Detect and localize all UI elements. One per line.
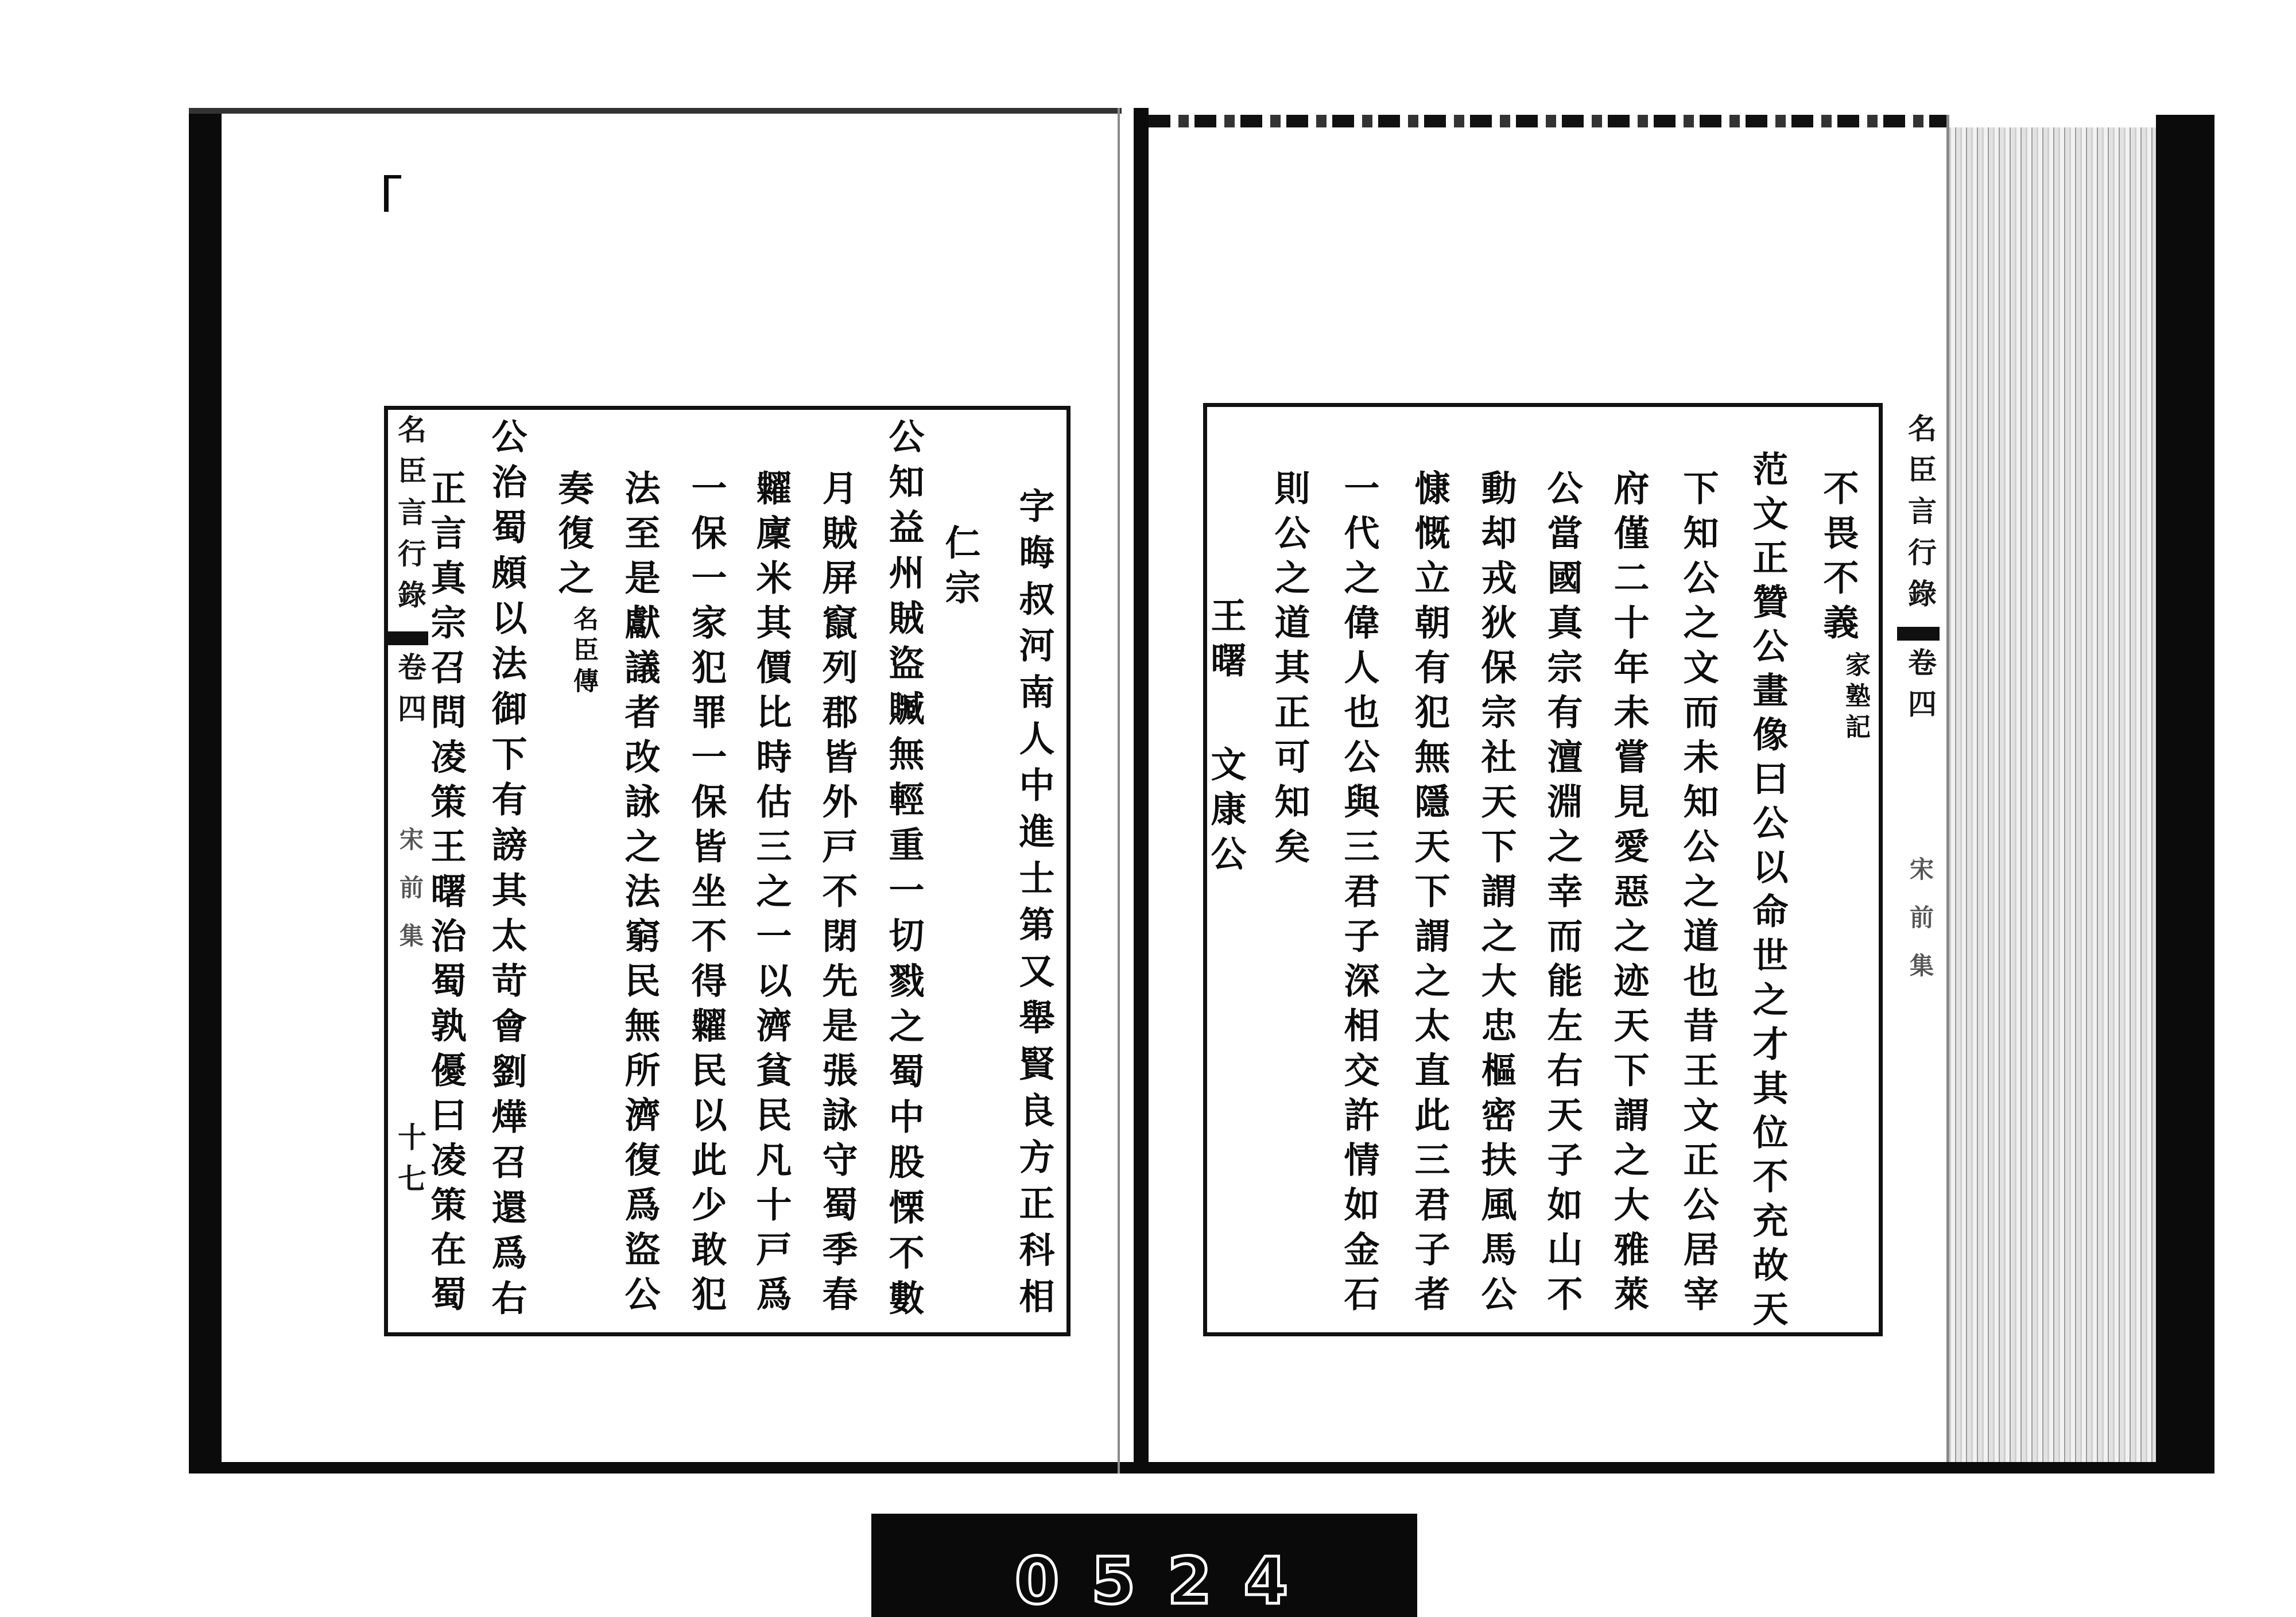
right-heading: 不畏不義 bbox=[1817, 470, 1859, 649]
left-text-column: 仁宗 bbox=[939, 524, 981, 614]
right-scan-border bbox=[2156, 115, 2214, 1473]
left-band-fishtail bbox=[388, 631, 428, 645]
left-band-top-bracket bbox=[384, 175, 389, 212]
left-text-column: 糶廩米其價比時估三之一以濟貧民凡十戸爲 bbox=[750, 470, 792, 1320]
archive-number-label bbox=[871, 1514, 1417, 1617]
top-border-right bbox=[1149, 115, 1946, 127]
entry-posthumous-title: 文康公 bbox=[1205, 746, 1247, 880]
left-text-column: 正言真宗召問凌策王曙治蜀孰優曰凌策在蜀 bbox=[425, 470, 467, 1320]
left-text-column: 一保一家犯罪一保皆坐不得糶民以此少敢犯 bbox=[685, 470, 727, 1320]
entry-person-name: 王曙 bbox=[1205, 597, 1247, 687]
left-band-collection: 宋前集 bbox=[396, 827, 424, 971]
left-citation: 名臣傳 bbox=[569, 606, 598, 699]
left-band-top-bracket-tick bbox=[384, 175, 401, 179]
left-text-column: 奏復之 bbox=[552, 470, 594, 604]
right-text-column: 府僅二十年未嘗見愛惡之迹天下謂之大雅萊 bbox=[1608, 470, 1650, 1320]
left-text-column: 月賊屏竄列郡皆外戸不閉先是張詠守蜀季春 bbox=[816, 470, 858, 1320]
right-band-book-title: 名臣言行錄 bbox=[1903, 413, 1937, 620]
left-band-book-title: 名臣言行錄 bbox=[393, 414, 427, 621]
right-band-collection: 宋前集 bbox=[1906, 856, 1934, 1001]
right-text-column: 慷慨立朝有犯無隱天下謂之太直此三君子者 bbox=[1409, 470, 1450, 1320]
page-edge-stack bbox=[1949, 127, 2156, 1462]
left-text-column: 公知益州賊盜贓無輕重一切戮之蜀中股慄不數 bbox=[883, 418, 925, 1325]
top-border-left bbox=[189, 108, 1122, 114]
bottom-scan-border bbox=[189, 1462, 2214, 1473]
right-band-fishtail bbox=[1897, 627, 1940, 641]
right-text-column: 動却戎狄保宗社天下謂之大忠樞密扶風馬公 bbox=[1475, 470, 1517, 1320]
left-text-column: 公治蜀頗以法御下有謗其太苛會劉燁召還爲右 bbox=[486, 418, 528, 1325]
right-text-column: 范文正贊公畫像曰公以命世之才其位不充故天 bbox=[1747, 451, 1789, 1335]
right-text-column: 則公之道其正可知矣 bbox=[1269, 470, 1310, 873]
right-text-column: 公當國真宗有澶淵之幸而能左右天子如山不 bbox=[1541, 470, 1583, 1320]
right-text-column: 下知公之文而未知公之道也昔王文正公居宰 bbox=[1677, 470, 1719, 1320]
right-heading-source: 家塾記 bbox=[1841, 652, 1870, 744]
left-text-column: 法至是獻議者改詠之法窮民無所濟復爲盜公 bbox=[619, 470, 661, 1320]
archive-number: 0524 bbox=[1014, 1544, 1320, 1617]
left-text-column: 字晦叔河南人中進士第又舉賢良方正科相 bbox=[1013, 487, 1055, 1324]
right-band-volume: 卷四 bbox=[1903, 647, 1937, 730]
gutter-shadow-line bbox=[1118, 108, 1120, 1473]
left-scan-border bbox=[189, 108, 222, 1473]
left-band-folio: 十七 bbox=[393, 1122, 427, 1205]
right-text-column: 一代之偉人也公與三君子深相交許情如金石 bbox=[1338, 470, 1380, 1320]
book-spine-gutter bbox=[1134, 108, 1149, 1473]
left-band-volume: 卷四 bbox=[393, 652, 427, 735]
